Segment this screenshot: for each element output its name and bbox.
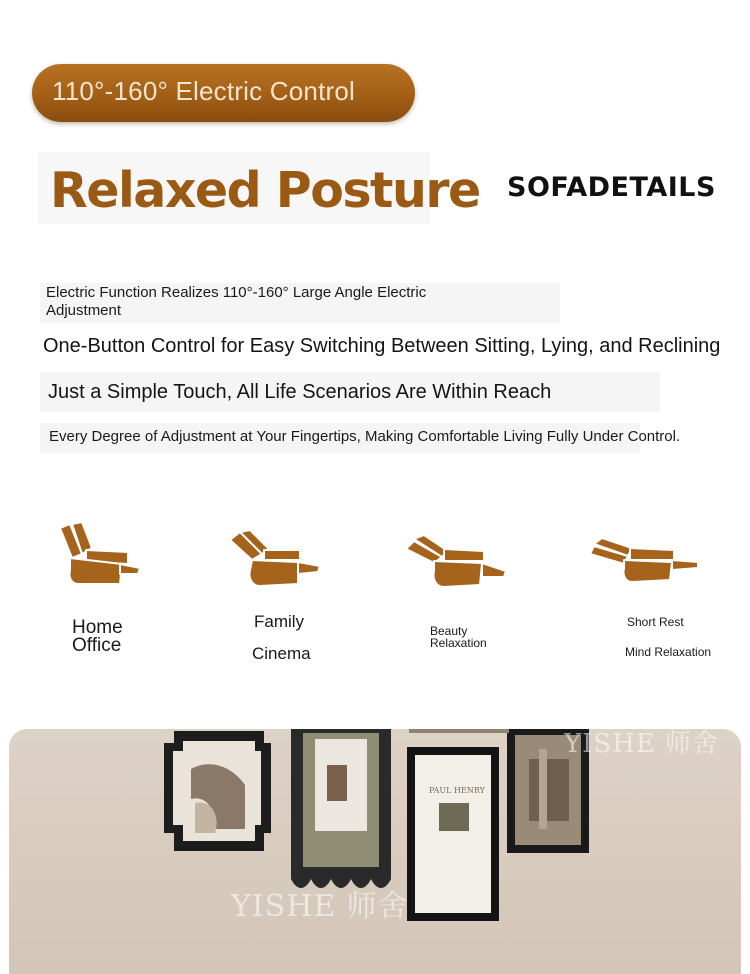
frame-caption: PAUL HENRY <box>429 786 485 795</box>
angle-badge-label: 110°-160° Electric Control <box>52 76 355 106</box>
wall-frames-illustration <box>9 729 741 974</box>
mode-3-label-a: Beauty <box>430 624 468 638</box>
page-title: Relaxed Posture <box>50 162 480 219</box>
half-recline-icon <box>404 533 508 589</box>
mode-1-label-b: Office <box>72 635 122 656</box>
feature-line-4: Every Degree of Adjustment at Your Fingertips, Making Comfortable Living Fully Under Control. <box>49 428 681 445</box>
feature-line-2: One-Button Control for Easy Switching Between Sitting, Lying, and Reclining <box>43 335 721 357</box>
watermark-top: YISHE 师舍 <box>564 729 720 759</box>
feature-line-3: Just a Simple Touch, All Life Scenarios Are Within Reach <box>48 381 552 403</box>
mode-2-label-a: Family <box>254 612 305 631</box>
mode-2-label-b: Cinema <box>252 644 311 663</box>
full-recline-icon <box>588 536 700 584</box>
mode-1-label-a: Home <box>72 617 123 638</box>
upright-recliner-icon <box>52 518 144 590</box>
slight-recline-icon <box>226 528 324 590</box>
brand-label: SOFADETAILS <box>507 172 716 203</box>
mode-4-label-b: Mind Relaxation <box>625 645 712 659</box>
mode-4-label-a: Short Rest <box>627 615 684 629</box>
mode-3-label-b: Relaxation <box>430 636 487 650</box>
angle-badge <box>32 64 415 122</box>
gallery-wall-photo <box>9 729 741 974</box>
watermark-bottom: YISHE 师舍 <box>231 889 409 924</box>
feature-line-1: Electric Function Realizes 110°-160° Large Angle Electric Adjustment <box>46 284 427 319</box>
